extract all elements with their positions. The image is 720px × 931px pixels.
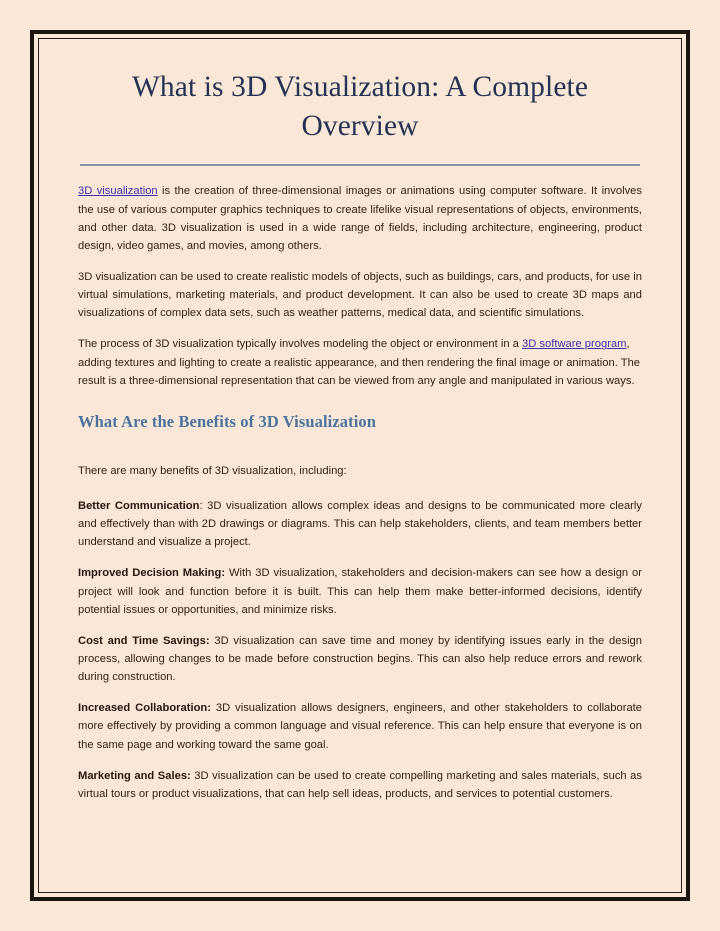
benefit-paragraph bbox=[78, 564, 642, 618]
benefit-term: Cost and Time Savings: bbox=[78, 634, 210, 647]
intro-paragraph-3-after-link: , adding textures and lighting to create a realistic appearance, and then rendering the final image or animation. The result is a three-dimensional representation that can be viewed from any angle and manipulated in various ways. bbox=[78, 338, 641, 387]
benefits-intro-text: There are many benefits of 3D visualization, including: bbox=[78, 464, 347, 477]
intro-paragraph-1-text: is the creation of three-dimensional images or animations using computer software. It involves the use of various computer graphics techniques to create lifelike visual representations of objects, environments, and other data. 3D visualization is used in a wide range of fields, including architecture, engineering, product design, video games, and movies, among others. bbox=[78, 185, 642, 252]
benefit-text: 3D visualization can save time and money by identifying issues early in the design process, allowing changes to be made before construction begins. This can also help reduce errors and rework during construction. bbox=[78, 634, 642, 684]
3d-software-program-link[interactable]: 3D software program bbox=[522, 338, 627, 351]
benefit-paragraph bbox=[78, 632, 642, 686]
benefit-text: With 3D visualization, stakeholders and decision-makers can see how a design or project will look and function before it is built. This can help them make better-informed decisions, identify potential issues or opportunities, and minimize risks. bbox=[78, 567, 643, 616]
benefit-text: 3D visualization allows designers, engineers, and other stakeholders to collaborate more effectively by providing a common language and visual reference. This can help ensure that everyone is on the same page and working toward the same goal. bbox=[78, 702, 642, 751]
document-body bbox=[34, 34, 686, 897]
benefits-list bbox=[78, 497, 642, 803]
benefit-paragraph bbox=[78, 699, 642, 753]
intro-paragraph-2: 3D visualization can be used to create realistic models of objects, such as buildings, cars, and products, for use in virtual simulations, marketing materials, and product development. It can also be used to create 3D maps and visualizations of complex data sets, such as weather patterns, medical data, and scientific simulations. bbox=[78, 271, 642, 320]
benefit-term: Increased Collaboration: bbox=[78, 702, 211, 715]
benefit-term: Improved Decision Making: bbox=[78, 567, 226, 580]
title-divider bbox=[80, 164, 640, 166]
benefit-paragraph bbox=[78, 767, 642, 803]
benefit-text: 3D visualization can be used to create compelling marketing and sales materials, such as virtual tours or product visualizations, that can help sell ideas, products, and services to potential customers. bbox=[78, 769, 642, 800]
intro-paragraph-3 bbox=[78, 335, 642, 389]
benefit-term: Better Communication bbox=[78, 500, 200, 513]
page-border-frame bbox=[30, 30, 690, 901]
benefits-section-heading: What Are the Benefits of 3D Visualization bbox=[78, 411, 377, 431]
intro-paragraph-1 bbox=[78, 182, 642, 255]
benefit-term: Marketing and Sales: bbox=[78, 769, 191, 782]
intro-paragraph-3-before-link: The process of 3D visualization typically involves modeling the object or environment in a bbox=[78, 338, 522, 351]
benefit-text: : 3D visualization allows complex ideas and designs to be communicated more clearly and effectively than with 2D drawings or diagrams. This can help stakeholders, clients, and team members better understand and visualize a project. bbox=[78, 500, 642, 549]
page-title: What is 3D Visualization: A Complete Overview bbox=[131, 71, 589, 143]
3d-visualization-link[interactable]: 3D visualization bbox=[78, 185, 158, 198]
benefit-paragraph bbox=[78, 497, 642, 551]
